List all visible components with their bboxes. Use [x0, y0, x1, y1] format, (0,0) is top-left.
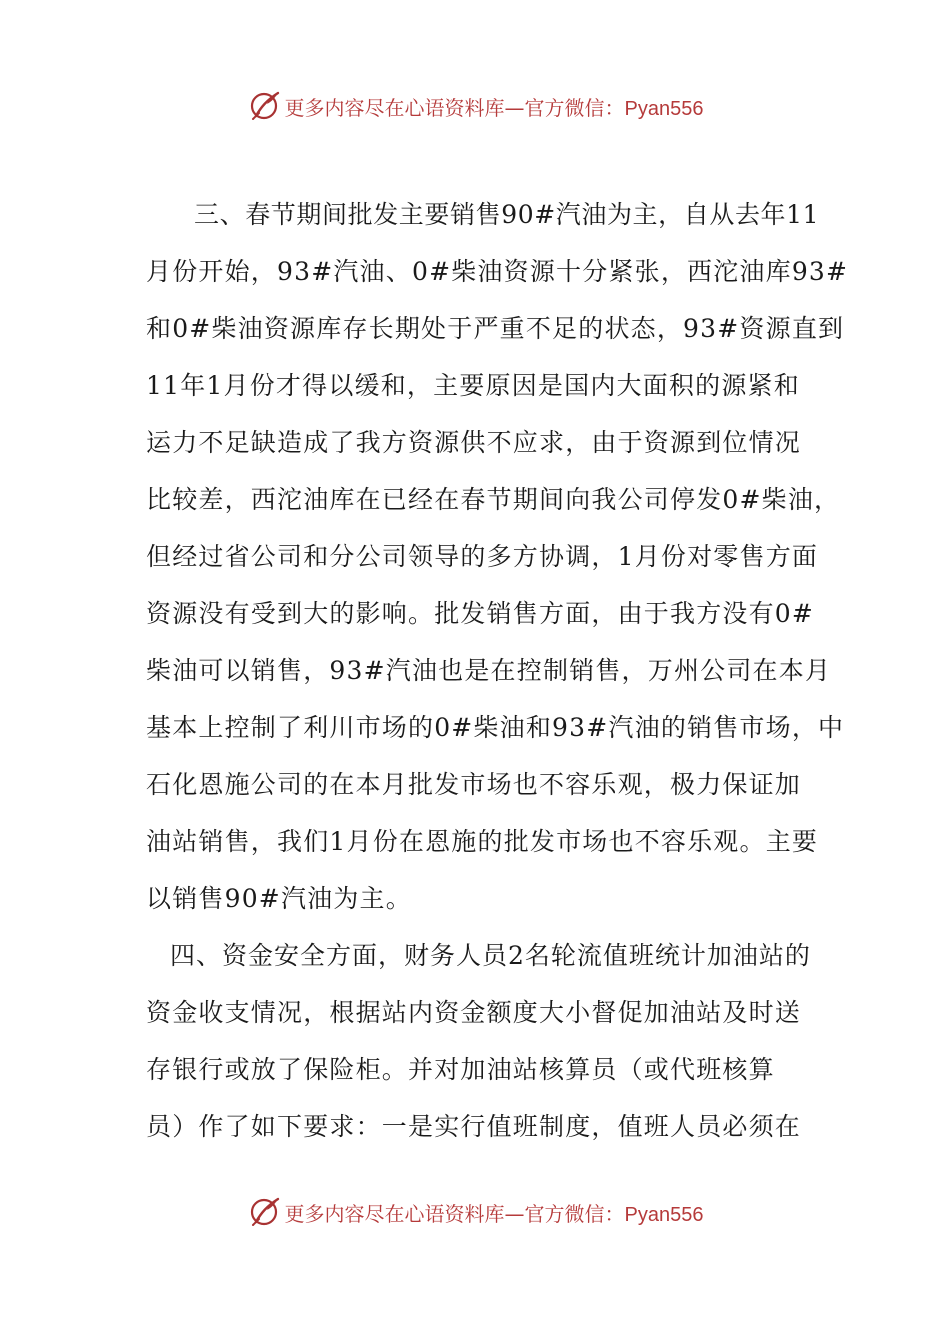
- footer-watermark-id: Pyan556: [624, 1203, 704, 1226]
- header-watermark-inner: [247, 89, 704, 123]
- paragraph-line: 运力不足缺造成了我方资源供不应求，由于资源到位情况: [146, 428, 802, 457]
- header-watermark: [0, 84, 950, 128]
- header-watermark-id: Pyan556: [624, 97, 704, 120]
- paragraph-line: 月份开始，93#汽油、0#柴油资源十分紧张，西沱油库93#: [146, 257, 849, 286]
- paragraph-line: 三、春节期间批发主要销售90#汽油为主，自从去年11: [194, 200, 820, 229]
- paragraph-line: 油站销售，我们1月份在恩施的批发市场也不容乐观。主要: [146, 827, 819, 856]
- header-watermark-text: [285, 92, 704, 121]
- paragraph-line: 存银行或放了保险柜。并对加油站核算员（或代班核算: [146, 1055, 775, 1084]
- footer-watermark-text: [285, 1198, 704, 1227]
- paragraph-line: 四、资金安全方面，财务人员2名轮流值班统计加油站的: [170, 941, 811, 970]
- paragraph-line: 基本上控制了利川市场的0#柴油和93#汽油的销售市场，中: [146, 713, 845, 742]
- header-watermark-cn: 更多内容尽在心语资料库—官方微信：: [284, 95, 625, 120]
- paragraph-line: 和0#柴油资源库存长期处于严重不足的状态，93#资源直到: [146, 314, 845, 343]
- paragraph-line: 以销售90#汽油为主。: [146, 884, 412, 913]
- footer-watermark-inner: [247, 1195, 704, 1229]
- paragraph-line: 资源没有受到大的影响。批发销售方面，由于我方没有0#: [146, 599, 815, 628]
- document-body: [146, 186, 849, 1155]
- paragraph-line: 11年1月份才得以缓和，主要原因是国内大面积的源紧和: [146, 371, 800, 400]
- paragraph-line: 比较差，西沱油库在已经在春节期间向我公司停发0#柴油，: [146, 485, 841, 514]
- footer-watermark: [0, 1190, 950, 1234]
- paragraph-line: 员）作了如下要求：一是实行值班制度，值班人员必须在: [146, 1112, 802, 1141]
- paragraph-line: 资金收支情况，根据站内资金额度大小督促加油站及时送: [146, 998, 802, 1027]
- paragraph-line: 石化恩施公司的在本月批发市场也不容乐观，极力保证加: [146, 770, 802, 799]
- paragraph-line: 但经过省公司和分公司领导的多方协调，1月份对零售方面: [146, 542, 819, 571]
- feather-logo-icon: [247, 89, 281, 123]
- paragraph-line: 柴油可以销售，93#汽油也是在控制销售，万州公司在本月: [146, 656, 832, 685]
- feather-logo-icon: [247, 1195, 281, 1229]
- footer-watermark-cn: 更多内容尽在心语资料库—官方微信：: [284, 1201, 625, 1226]
